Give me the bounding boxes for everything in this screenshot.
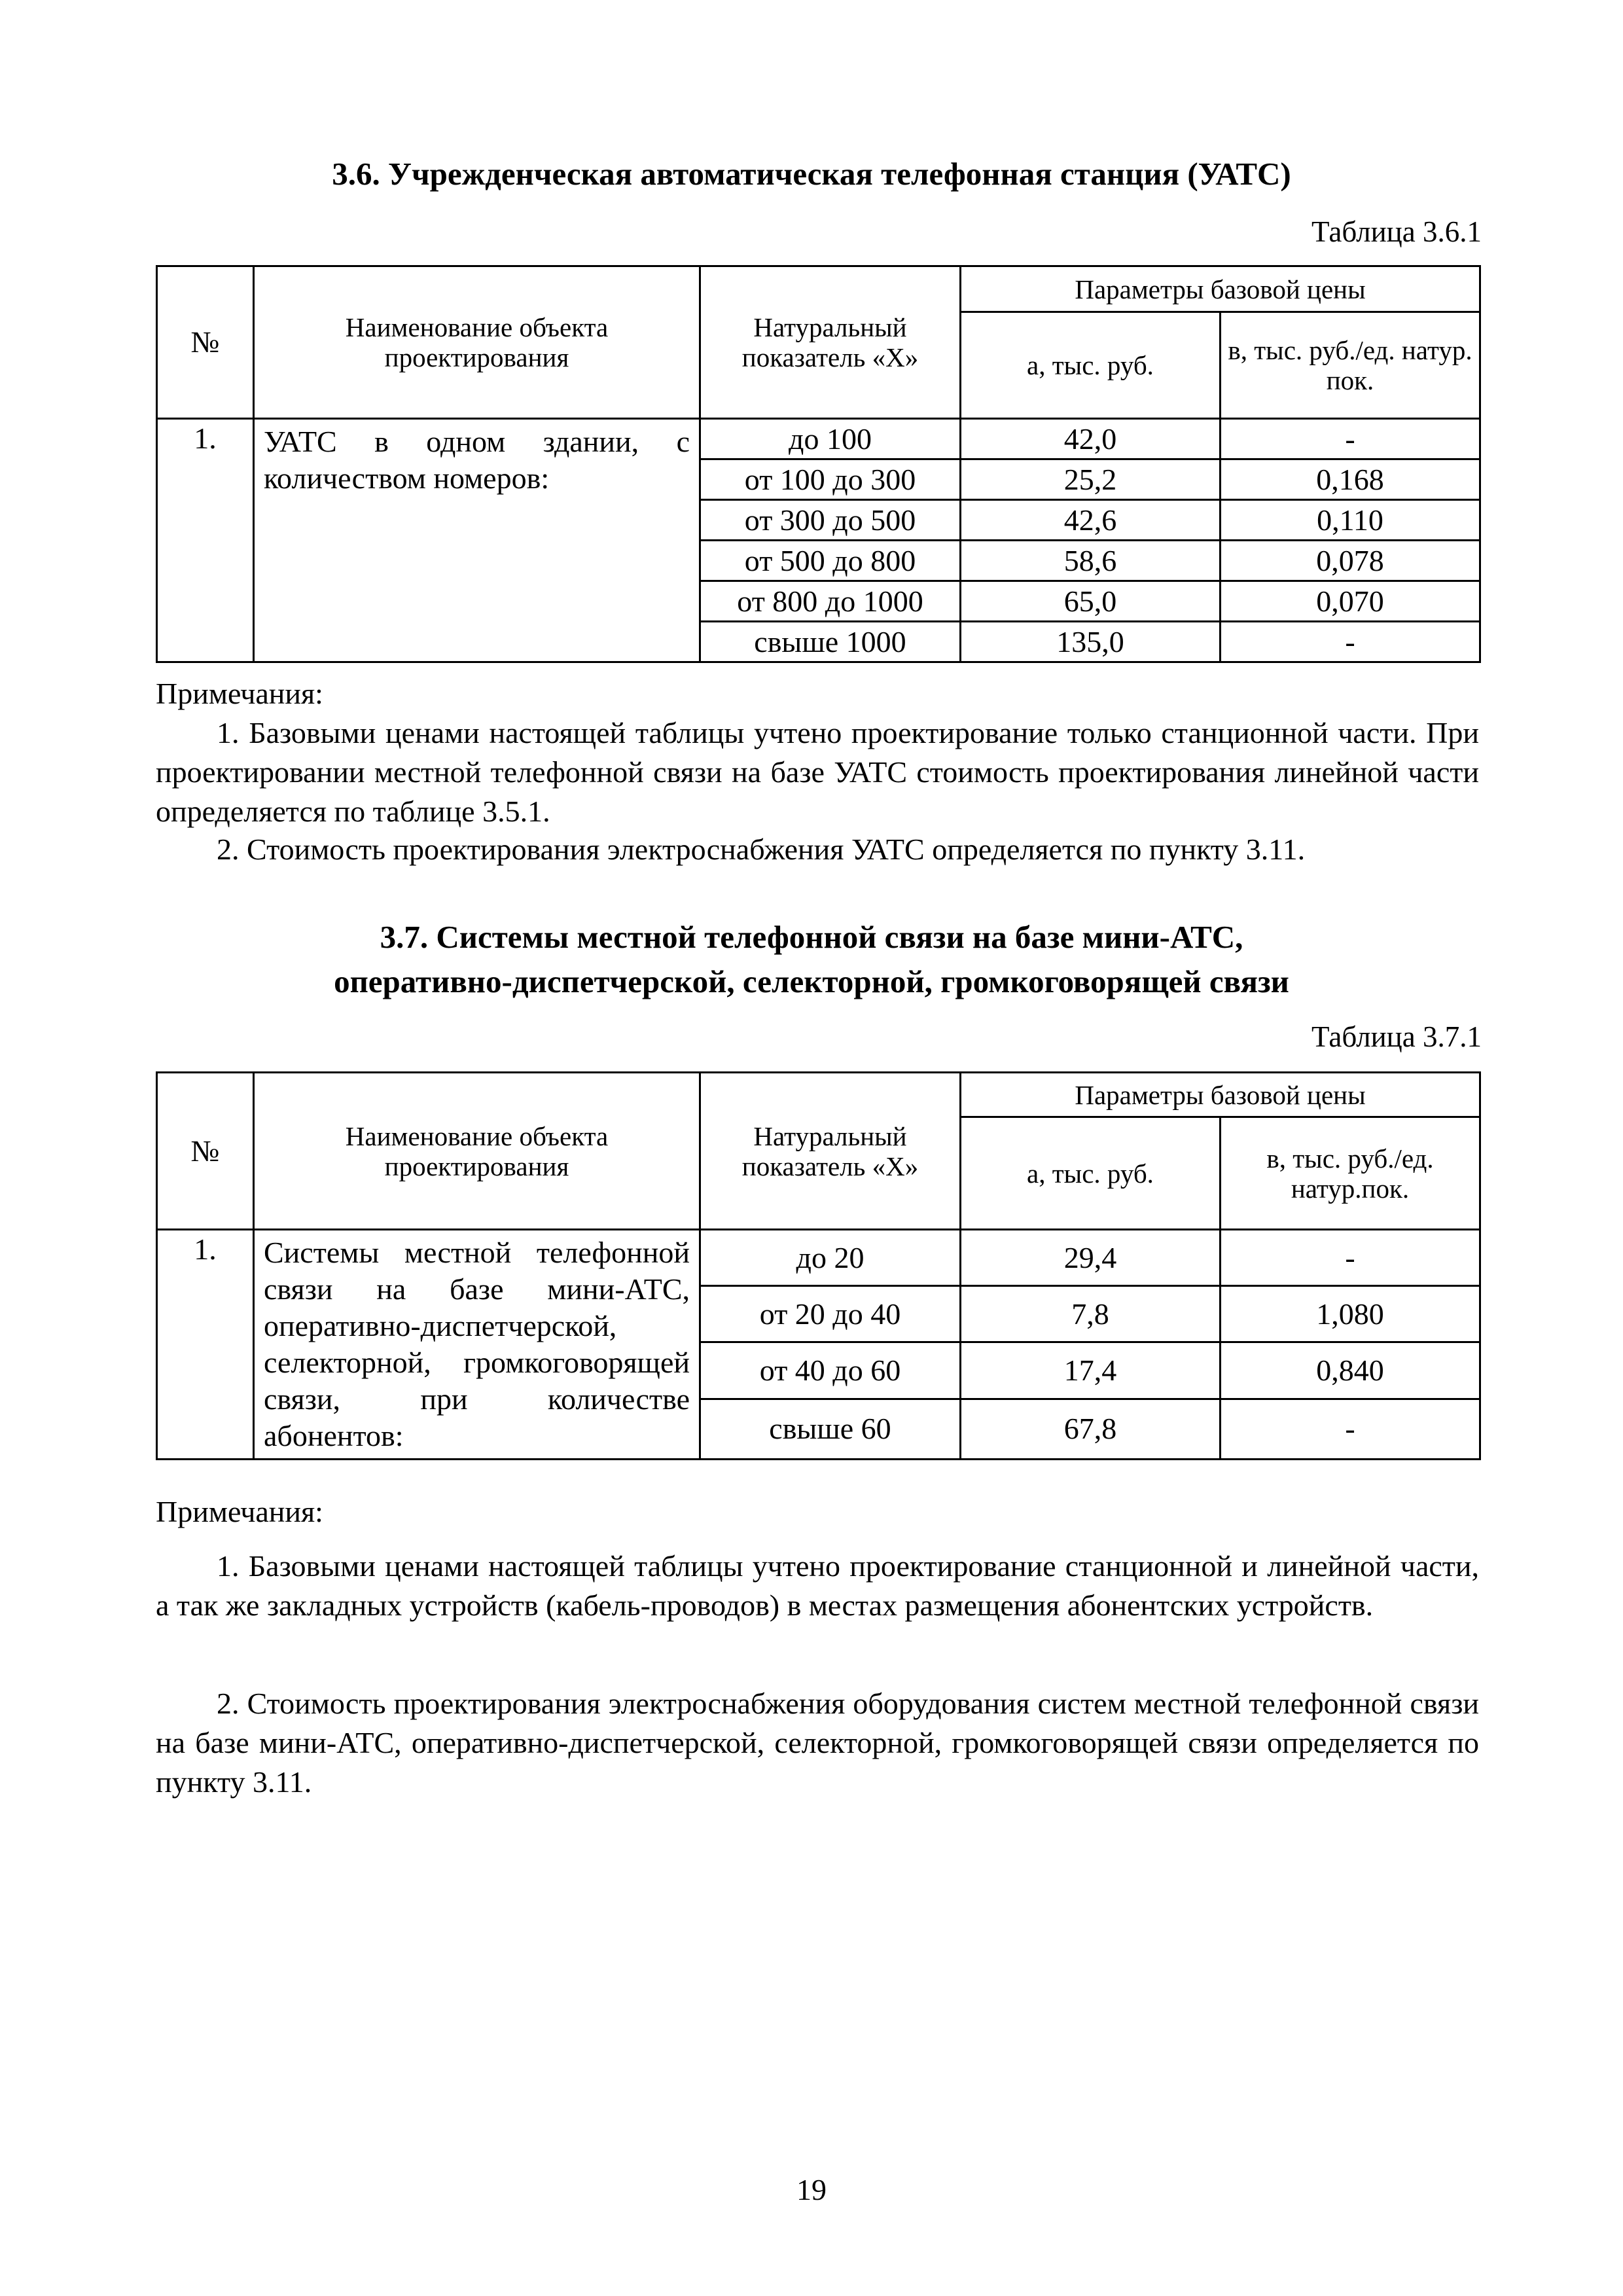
cell-b: -: [1221, 1399, 1480, 1459]
cell-a: 135,0: [961, 622, 1221, 662]
cell-indicator: от 500 до 800: [700, 541, 961, 581]
header-name: Наименование объекта проектирования: [254, 266, 700, 419]
cell-indicator: до 20: [700, 1230, 961, 1286]
cell-a: 67,8: [961, 1399, 1221, 1459]
header-indicator: Натуральный показатель «Х»: [700, 266, 961, 419]
table-3-6-1: [156, 265, 1481, 663]
cell-b: 0,078: [1221, 541, 1480, 581]
section-3-7-heading-line-1: 3.7. Системы местной телефонной связи на базе мини-АТС,: [380, 919, 1243, 955]
cell-indicator: свыше 60: [700, 1399, 961, 1459]
section-3-7-heading-line-2: оперативно-диспетчерской, селекторной, громкоговорящей связи: [334, 963, 1289, 999]
header-b: в, тыс. руб./ед. натур. пок.: [1221, 312, 1480, 419]
header-num: №: [157, 1073, 254, 1230]
cell-a: 17,4: [961, 1342, 1221, 1399]
cell-a: 29,4: [961, 1230, 1221, 1286]
cell-indicator: от 300 до 500: [700, 500, 961, 541]
header-a: а, тыс. руб.: [961, 312, 1221, 419]
table-3-7-1-caption: Таблица 3.7.1: [1311, 1020, 1482, 1053]
note-2: 2. Стоимость проектирования электроснабжения оборудования систем местной телефонной связи на базе мини-АТС, оперативно-диспетчерской, селекторной, громкоговорящей связи определяется по пункту 3.11.: [156, 1687, 1479, 1799]
cell-b: 0,840: [1221, 1342, 1480, 1399]
cell-b: 0,070: [1221, 581, 1480, 622]
header-b: в, тыс. руб./ед. натур.пок.: [1221, 1117, 1480, 1230]
cell-a: 65,0: [961, 581, 1221, 622]
table-row: [157, 419, 1480, 459]
cell-a: 58,6: [961, 541, 1221, 581]
row-number: 1.: [157, 419, 254, 662]
cell-b: 1,080: [1221, 1286, 1480, 1342]
table-header-row: [157, 1073, 1480, 1117]
cell-indicator: от 800 до 1000: [700, 581, 961, 622]
cell-b: 0,168: [1221, 459, 1480, 500]
page-number: 19: [796, 2173, 827, 2206]
note-1: 1. Базовыми ценами настоящей таблицы учтено проектирование только станционной части. При проектировании местной телефонной связи на базе УАТС стоимость проектирования линейной части определяется по таблице 3.5.1.: [156, 716, 1479, 828]
cell-indicator: до 100: [700, 419, 961, 459]
note-1: 1. Базовыми ценами настоящей таблицы учтено проектирование станционной и линейной части, а так же закладных устройств (кабель-проводов) в местах размещения абонентских устройств.: [156, 1549, 1479, 1622]
cell-indicator: от 40 до 60: [700, 1342, 961, 1399]
row-object-name: УАТС в одном здании, с количеством номеров:: [254, 419, 700, 662]
header-params: Параметры базовой цены: [961, 266, 1480, 312]
cell-b: -: [1221, 1230, 1480, 1286]
row-number: 1.: [157, 1230, 254, 1460]
header-indicator: Натуральный показатель «Х»: [700, 1073, 961, 1230]
cell-b: 0,110: [1221, 500, 1480, 541]
section-3-6-heading: 3.6. Учрежденческая автоматическая телефонная станция (УАТС): [332, 156, 1291, 192]
cell-a: 7,8: [961, 1286, 1221, 1342]
row-object-name: Системы местной телефонной связи на базе мини-АТС, оперативно-диспетчерской, селекторной, громкоговорящей связи, при количестве абонентов:: [254, 1230, 700, 1460]
cell-a: 42,0: [961, 419, 1221, 459]
header-a: а, тыс. руб.: [961, 1117, 1221, 1230]
table-row: [157, 1230, 1480, 1286]
header-params: Параметры базовой цены: [961, 1073, 1480, 1117]
header-num: №: [157, 266, 254, 419]
header-name: Наименование объекта проектирования: [254, 1073, 700, 1230]
cell-a: 25,2: [961, 459, 1221, 500]
cell-a: 42,6: [961, 500, 1221, 541]
cell-b: -: [1221, 419, 1480, 459]
table-3-6-1-caption: Таблица 3.6.1: [1311, 215, 1482, 248]
cell-indicator: от 20 до 40: [700, 1286, 961, 1342]
cell-indicator: свыше 1000: [700, 622, 961, 662]
notes-title: Примечания:: [156, 677, 323, 710]
cell-indicator: от 100 до 300: [700, 459, 961, 500]
note-2: 2. Стоимость проектирования электроснабжения УАТС определяется по пункту 3.11.: [217, 833, 1306, 866]
table-3-7-1: [156, 1071, 1481, 1460]
table-header-row: [157, 266, 1480, 312]
notes-title: Примечания:: [156, 1495, 323, 1528]
cell-b: -: [1221, 622, 1480, 662]
